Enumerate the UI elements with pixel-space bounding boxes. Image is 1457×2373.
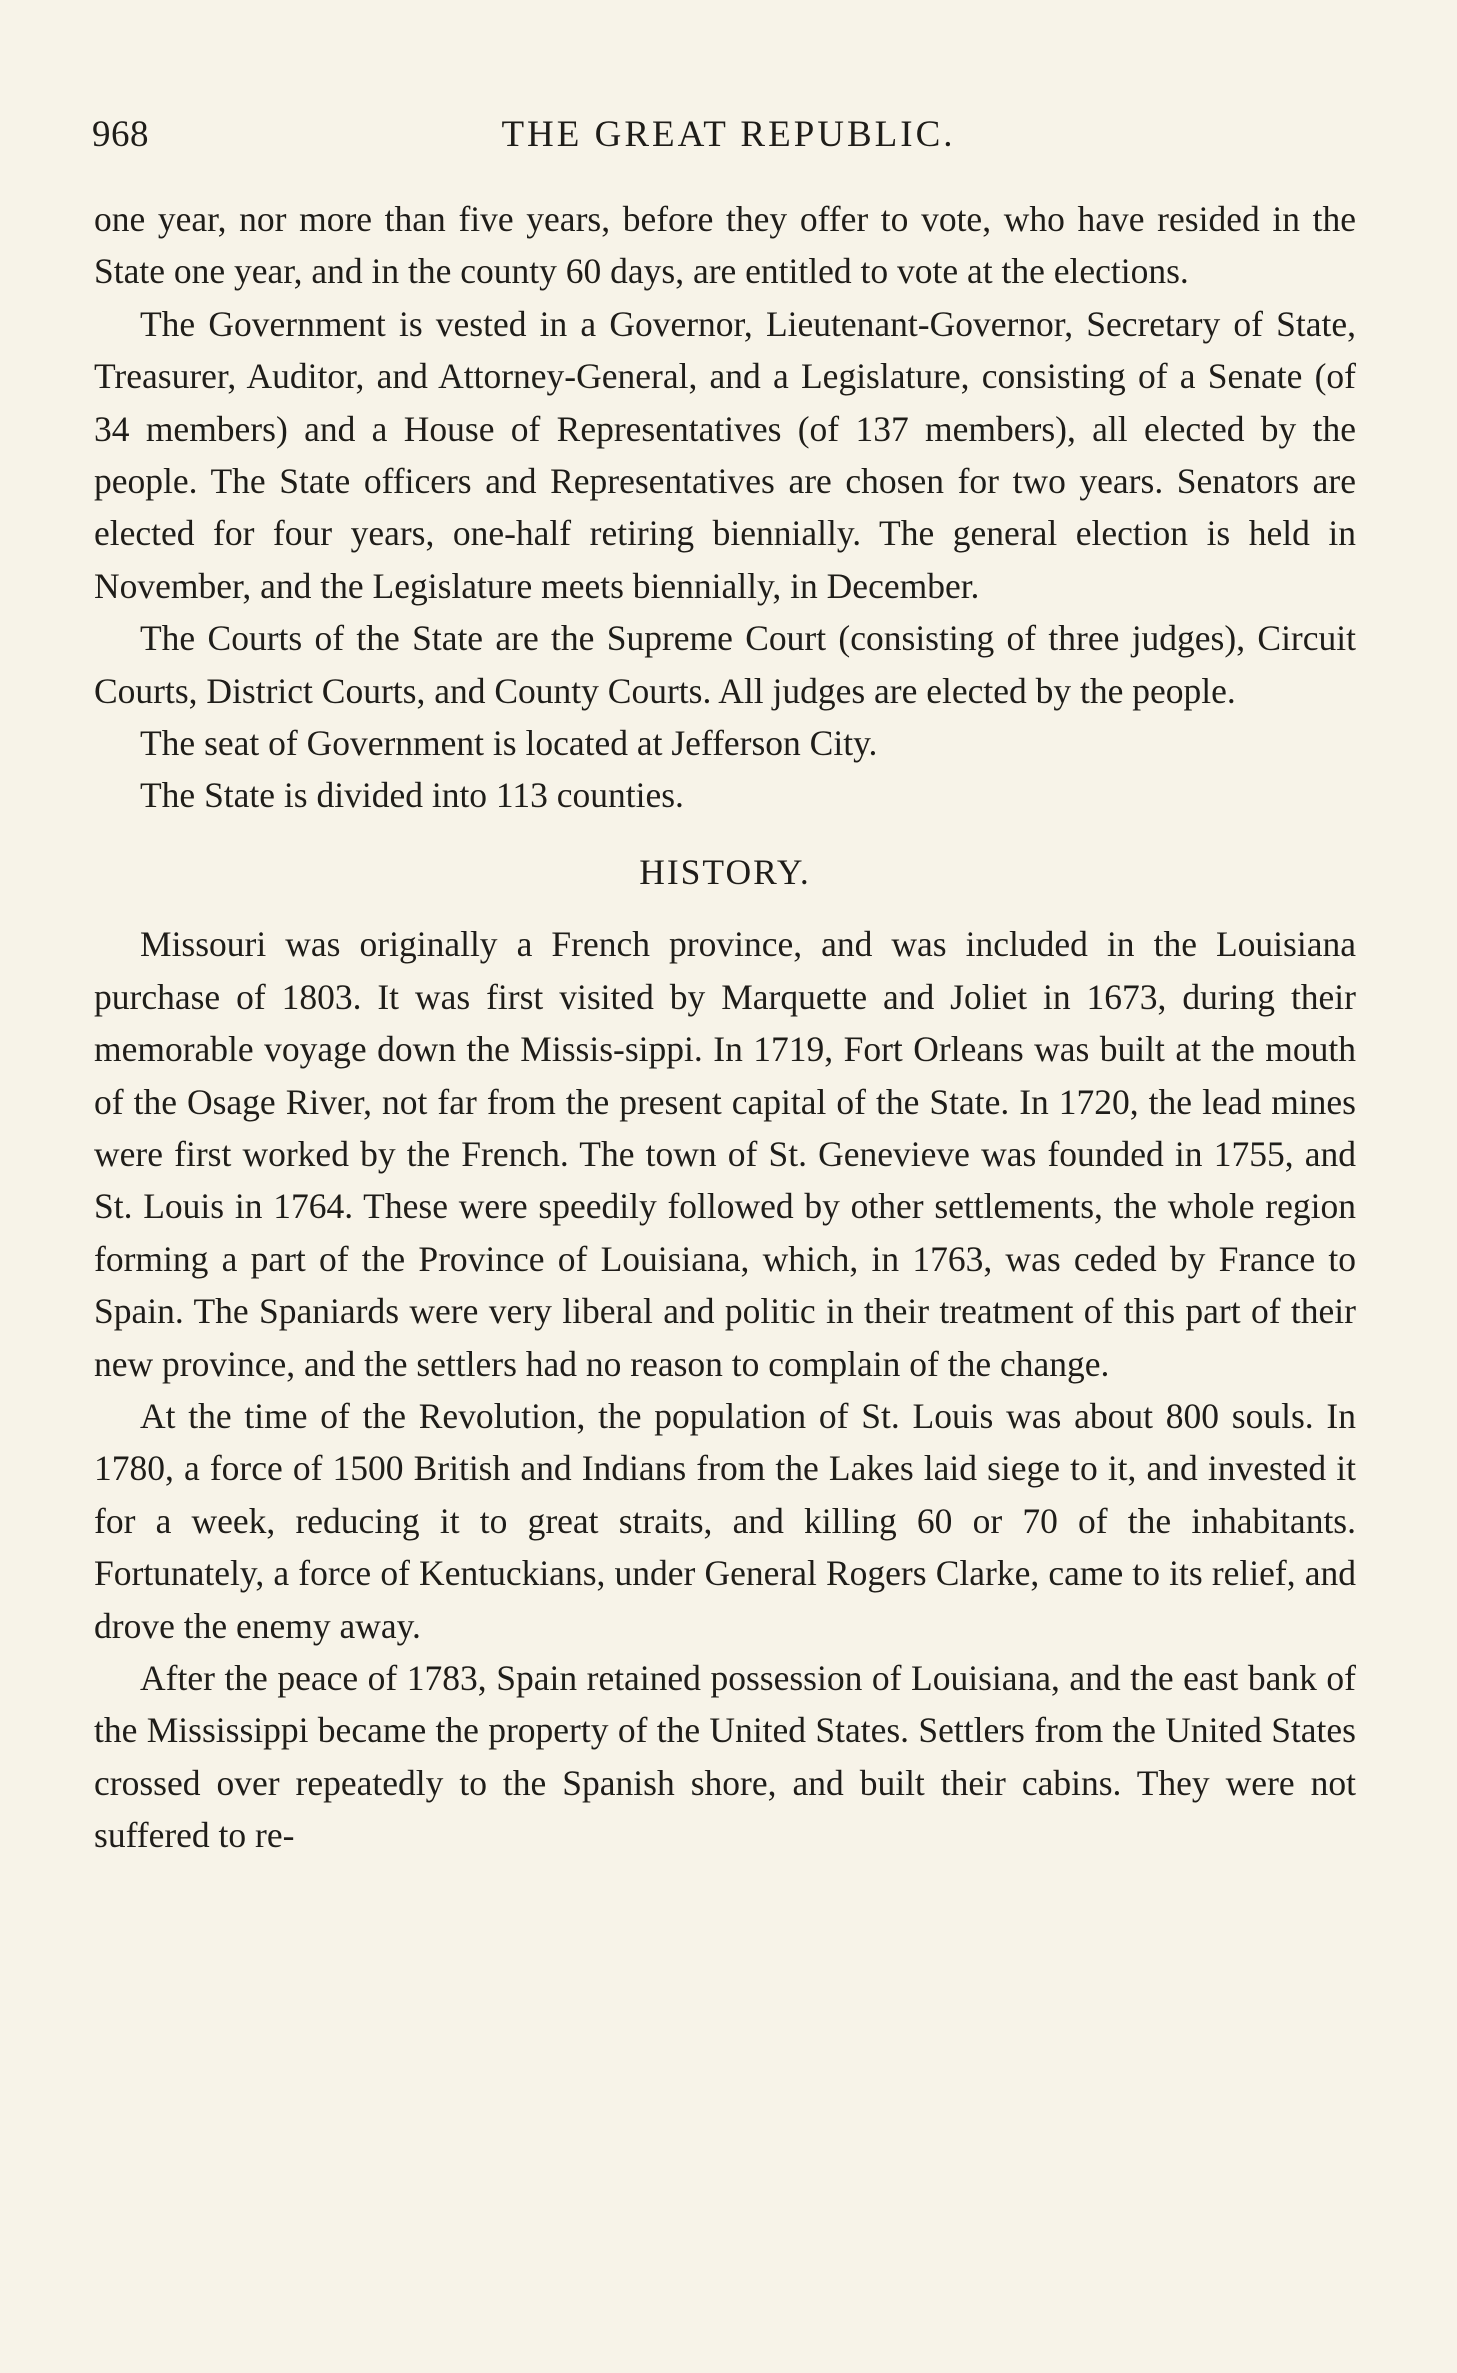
paragraph-history-peace-1783: After the peace of 1783, Spain retained possession of Louisiana, and the east bank of the Mississippi became the property of the United States. Settlers from the United States crossed over repeatedly to the Spanish shore, and built their cabins. They were not suffered to re-	[94, 1657, 1356, 1856]
running-header	[92, 113, 1365, 163]
body-text	[94, 193, 1356, 1862]
paragraph-seat-of-government: The seat of Government is located at Jefferson City.	[140, 723, 878, 764]
paragraph-counties: The State is divided into 113 counties.	[140, 775, 684, 816]
paragraph-government: The Government is vested in a Governor, Lieutenant-Governor, Secretary of State, Treasurer, Auditor, and Attorney-General, and a Legislature, consisting of a Senate (of 34 members) and a House of Representatives (of 137 members), all elected by the people. The State officers and Representatives are chosen for two years. Senators are elected for four years, one-half retiring biennially. The general election is held in November, and the Legislature meets biennially, in December.	[94, 303, 1356, 606]
paragraph-history-revolution: At the time of the Revolution, the population of St. Louis was about 800 souls. In 1780, a force of 1500 British and Indians from the Lakes laid siege to it, and invested it for a week, reducing it to great straits, and killing 60 or 70 of the inhabitants. Fortunately, a force of Kentuckians, under General Rogers Clarke, came to its relief, and drove the enemy away.	[94, 1395, 1356, 1646]
section-heading-history: HISTORY.	[639, 851, 811, 892]
paragraph-voter-qualifications: one year, nor more than five years, before they offer to vote, who have resided in the State one year, and in the county 60 days, are entitled to vote at the elections.	[94, 199, 1356, 292]
page-number: 968	[92, 114, 149, 155]
paragraph-courts: The Courts of the State are the Supreme Court (consisting of three judges), Circuit Courts, District Courts, and County Courts. All judges are elected by the people.	[94, 618, 1356, 711]
running-title: THE GREAT REPUBLIC.	[501, 114, 956, 155]
paragraph-history-origins: Missouri was originally a French province, and was included in the Louisiana purchase of 1803. It was first visited by Marquette and Joliet in 1673, during their memorable voyage down the Missis-sippi. In 1719, Fort Orleans was built at the mouth of the Osage River, not far from the present capital of the State. In 1720, the lead mines were first worked by the French. The town of St. Genevieve was founded in 1755, and St. Louis in 1764. These were speedily followed by other settlements, the whole region forming a part of the Province of Louisiana, which, in 1763, was ceded by France to Spain. The Spaniards were very liberal and politic in their treatment of this part of their new province, and the settlers had no reason to complain of the change.	[94, 924, 1356, 1384]
